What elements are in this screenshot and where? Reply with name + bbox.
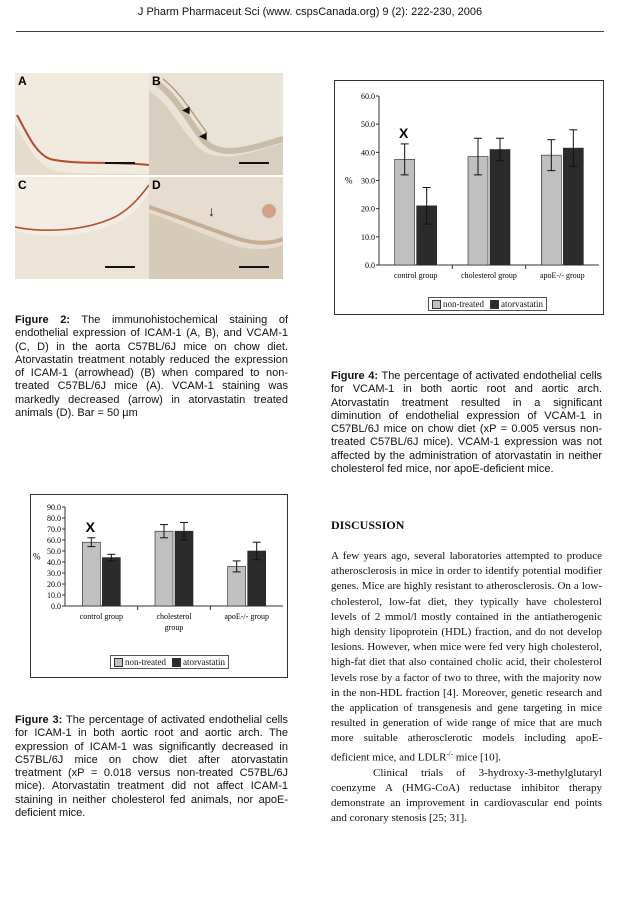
figure3-chart (30, 494, 288, 678)
swatch-non-treated (432, 300, 441, 309)
panel-label-c: C (18, 178, 27, 192)
y-tick-label: 0.0 (365, 261, 375, 270)
legend-item-non-treated (432, 299, 484, 309)
arrow-marker-icon: ↓ (208, 203, 215, 219)
y-tick-label: 40.0 (361, 148, 375, 158)
panel-d-tissue (149, 177, 283, 279)
x-tick-label: group (164, 623, 184, 632)
figure3-svg (31, 495, 287, 677)
y-tick-label: 20.0 (361, 204, 375, 214)
y-tick-label: 60.0 (361, 92, 375, 101)
bar-atorvastatin (175, 531, 193, 606)
y-tick-label: 10.0 (47, 591, 61, 600)
x-tick-label: cholesterol (156, 612, 192, 621)
y-tick-label: 0.0 (51, 602, 61, 611)
y-tick-label: 20.0 (47, 580, 61, 589)
y-tick-label: 70.0 (47, 525, 61, 534)
panel-c-tissue (15, 177, 149, 279)
figure3-caption-text: The percentage of activated endothelial cells for ICAM-1 in both aortic root and aortic arch. The expression of ICAM-1 was significantly decreased in C57BL/6J mice on chow diet after atorvastatin treatment (xP = 0.018 versus non-treated C57BL/6J mice). Atorvastatin treatment did not affect ICAM-1 staining in neither cholesterol fed animals, nor apoE-deficient mice. (15, 714, 289, 820)
y-tick-label: 40.0 (47, 558, 61, 567)
figure4-legend (428, 297, 547, 311)
panel-label-a: A (18, 74, 27, 88)
legend-label-non-treated: non-treated (125, 657, 166, 667)
y-tick-label: 60.0 (47, 536, 61, 545)
discussion-heading: DISCUSSION (331, 518, 405, 532)
histology-panel-c (15, 177, 149, 279)
y-tick-label: 50.0 (47, 547, 61, 556)
x-tick-label: control group (394, 271, 438, 280)
bar-non-treated (155, 531, 173, 606)
swatch-atorvastatin (172, 658, 181, 667)
panel-label-b: B (152, 74, 161, 88)
discussion-paragraph-1-tail: mice [10]. (453, 751, 502, 764)
figure2-caption-text: The immunohistochemical staining of endothelial expression of ICAM-1 (A, B), and VCAM-1 (C, D) in the aorta C57BL/6J mice on chow diet. Atorvastatin treatment notably reduced the expression of ICAM-1 (arrowhead) (B) when compared to non-treated C57BL/6J mice (A). VCAM-1 staining was markedly decreased (arrow) in atorvastatin treated animals (D). Bar = 50 µm (15, 314, 289, 420)
figure3-legend (110, 655, 229, 669)
bar-non-treated (541, 155, 561, 265)
bar-atorvastatin (102, 558, 120, 606)
legend-label-non-treated: non-treated (443, 299, 484, 309)
figure4-chart (334, 80, 604, 315)
arrowhead-marker-icon: ◀ (182, 105, 190, 116)
figure4-caption-text: The percentage of activated endothelial cells for VCAM-1 in both aortic root and aortic arch. Atorvastatin treatment resulted in a significant diminution of endothelial expression of VCAM-1 in C57BL/6J mice on chow diet (xP = 0.005 versus non-treated C57BL/6J mice). VCAM-1 expression was not affected by the administration of atorvastatin in neither cholesterol fed mice, nor apoE-deficient mice. (331, 370, 603, 476)
panel-a-tissue (15, 73, 149, 175)
histology-panel-a (15, 73, 149, 175)
bar-atorvastatin (490, 150, 510, 265)
header-rule (16, 31, 604, 32)
y-tick-label: 30.0 (361, 176, 375, 186)
discussion-paragraph-1 (331, 549, 602, 766)
running-header: J Pharm Pharmaceut Sci (www. cspsCanada.org) 9 (2): 222-230, 2006 (137, 6, 483, 18)
scale-bar-a (105, 162, 135, 164)
scale-bar-d (239, 266, 269, 268)
figure4-caption-label: Figure 4: (331, 370, 379, 382)
swatch-non-treated (114, 658, 123, 667)
legend-item-non-treated (114, 657, 166, 667)
figure2-caption (15, 314, 288, 420)
arrowhead-marker-icon: ◀ (199, 131, 207, 142)
panel-b-tissue (149, 73, 283, 175)
bar-non-treated (82, 542, 100, 606)
y-tick-label: 80.0 (47, 514, 61, 523)
figure4-caption (331, 370, 602, 476)
x-tick-label: cholesterol group (461, 271, 517, 280)
discussion-body (331, 549, 602, 826)
legend-item-atorvastatin (172, 657, 225, 667)
figure2-caption-label: Figure 2: (15, 314, 70, 326)
histology-panel-d (149, 177, 283, 279)
y-axis-label: % (345, 175, 353, 186)
y-axis-label: % (33, 551, 41, 562)
discussion-paragraph-1-text: A few years ago, several laboratories attempted to produce atherosclerosis in mice in order to identify potential modifier genes. Mice are highly resistant to atherosclerosis. On a low-cholesterol, low-fat diet, they typically have cholesterol levels of 2 mmol/l mostly contained in the antiatherogenic high density lipoprotein (HDL) fraction, and do not develop lesions. However, when mice were fed very high cholesterol, high-fat diet that also contained cholic acid, their cholesterol levels rose by a factor of two to three, with the majority now in the non-HDL fraction [4]. Moreover, genetic research and the application of transgenesis and gene targeting in mice resulted in generation of wide range of mice that are much more suitable atherosclerotic models including apoE-deficient mice, and LDLR (331, 550, 602, 764)
scale-bar-b (239, 162, 269, 164)
legend-label-atorvastatin: atorvastatin (182, 657, 225, 667)
x-tick-label: apoE-/- group (540, 271, 585, 280)
swatch-atorvastatin (490, 300, 499, 309)
figure3-caption (15, 714, 288, 820)
figure2-image (15, 73, 287, 279)
significance-marker: X (398, 124, 409, 141)
figure4-svg (335, 81, 603, 314)
histology-panel-b (149, 73, 283, 175)
legend-label-atorvastatin: atorvastatin (500, 299, 543, 309)
discussion-paragraph-2: Clinical trials of 3-hydroxy-3-methylglutaryl coenzyme A (HMG-CoA) reductase inhibitor therapy demonstrate an improvement in cardiovascular end points and coronary stenosis [25; 31]. (331, 766, 602, 825)
figure3-caption-label: Figure 3: (15, 714, 63, 726)
y-tick-label: 30.0 (47, 569, 61, 578)
y-tick-label: 50.0 (361, 120, 375, 130)
ldlr-superscript: -/- (446, 749, 454, 758)
x-tick-label: apoE-/- group (224, 612, 269, 621)
x-tick-label: control group (79, 612, 123, 621)
panel-label-d: D (152, 178, 161, 192)
legend-item-atorvastatin (490, 299, 543, 309)
y-tick-label: 90.0 (47, 503, 61, 512)
scale-bar-c (105, 266, 135, 268)
y-tick-label: 10.0 (361, 232, 375, 242)
significance-marker: X (85, 518, 96, 535)
